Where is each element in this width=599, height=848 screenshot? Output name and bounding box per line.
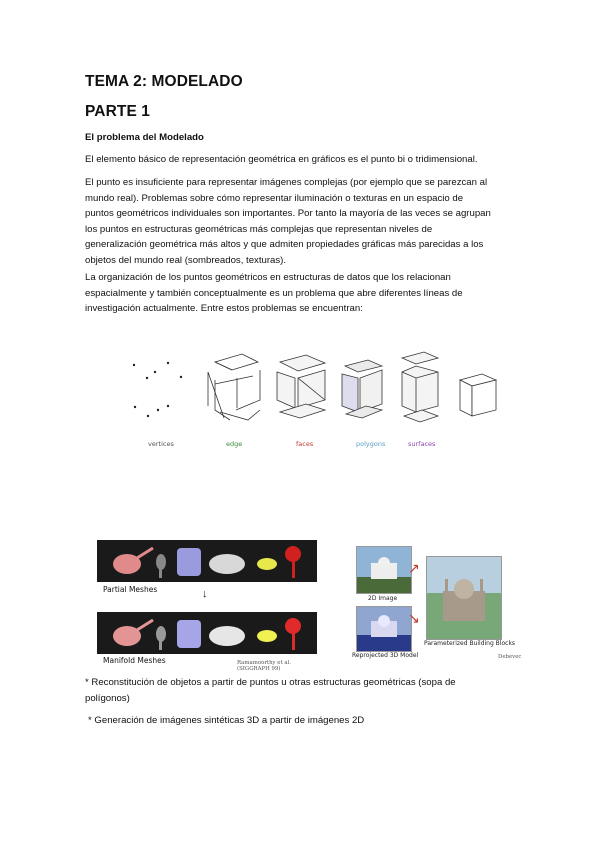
caption-faces: faces: [296, 440, 314, 448]
surfaces-shapes: [402, 352, 438, 422]
arrow-up-right-icon: ↗: [408, 560, 420, 576]
paragraph-2: [85, 175, 525, 269]
paragraph-2-line: generalización geométrica más altos y que admiten propiedades gráficas más parecidas a los: [85, 239, 484, 251]
geometry-hierarchy-illustration: [120, 350, 510, 460]
geometry-hierarchy-figure: [120, 350, 510, 460]
paragraph-2-line: puntos geométricos individuales son importantes. Por tanto la mayoría de las veces se agrupan: [85, 208, 491, 220]
caption-vertices: vertices: [148, 440, 174, 448]
manifold-meshes-image: [97, 612, 317, 654]
citation-text: Ramamoorthy et al. (SIGGRAPH 99): [237, 660, 292, 672]
faces-shapes: [277, 355, 325, 418]
label-reprojected-model: Reprojected 3D Model: [352, 652, 419, 659]
mesh-reconstruction-figure: [97, 540, 317, 672]
paragraph-3-line: espacialmente y también conceptualmente es un problema que abre diferentes líneas de: [85, 287, 463, 299]
image-based-modeling-figure: [350, 542, 525, 667]
label-2d-image: 2D Image: [368, 595, 398, 602]
polygons-shapes: [342, 360, 382, 418]
arrow-down-right-icon: ↘: [408, 610, 420, 626]
caption-polygons: polygons: [356, 440, 386, 448]
photo-2d-image: [356, 546, 412, 594]
caption-surfaces: surfaces: [408, 440, 436, 448]
paragraph-2-line: objetos del mundo real (sombreados, texturas).: [85, 254, 287, 266]
manifold-meshes-label: Manifold Meshes: [103, 656, 166, 665]
paragraph-2-line: El punto es insuficiente para representar imágenes complejas (por ejemplo que se parezcan al: [85, 177, 488, 188]
partial-meshes-label: Partial Meshes: [103, 585, 158, 594]
vertices-dots: [133, 362, 182, 417]
document-title: TEMA 2: MODELADO: [85, 73, 243, 90]
paragraph-3: [85, 270, 525, 317]
paragraph-2-line: los puntos en estructuras geométricas más complejas que representan niveles de: [85, 223, 433, 235]
label-building-blocks: Parameterized Building Blocks: [424, 640, 516, 647]
section-title: El problema del Modelado: [85, 132, 204, 143]
paragraph-1: El elemento básico de representación geométrica en gráficos es el punto bi o tridimensional.: [85, 154, 478, 165]
part-heading: PARTE 1: [85, 103, 151, 120]
edge-wireframe: [208, 354, 260, 420]
paragraph-3-line: investigación actualmente. Entre estos problemas se encuentran:: [85, 303, 363, 315]
bullet-1-line: * Reconstitución de objetos a partir de puntos u otras estructuras geométricas (sopa de: [85, 677, 456, 688]
bullet-1: [85, 675, 525, 706]
photo-reprojected-model: [356, 606, 412, 652]
bullet-2: * Generación de imágenes sintéticas 3D a partir de imágenes 2D: [88, 715, 365, 726]
small-credit: Debevec: [498, 654, 522, 660]
bullet-1-line: polígonos): [85, 692, 130, 704]
render-building-blocks: [426, 556, 502, 640]
partial-meshes-image: [97, 540, 317, 582]
paragraph-2-line: mundo real). Problemas sobre cómo representar iluminación o texturas en un espacio de: [85, 192, 464, 204]
down-arrow-icon: ↓: [202, 588, 208, 600]
caption-edge: edge: [226, 440, 243, 448]
solid-cube: [460, 374, 496, 416]
paragraph-3-line: La organización de los puntos geométricos en estructuras de datos que los relacionan: [85, 272, 451, 283]
